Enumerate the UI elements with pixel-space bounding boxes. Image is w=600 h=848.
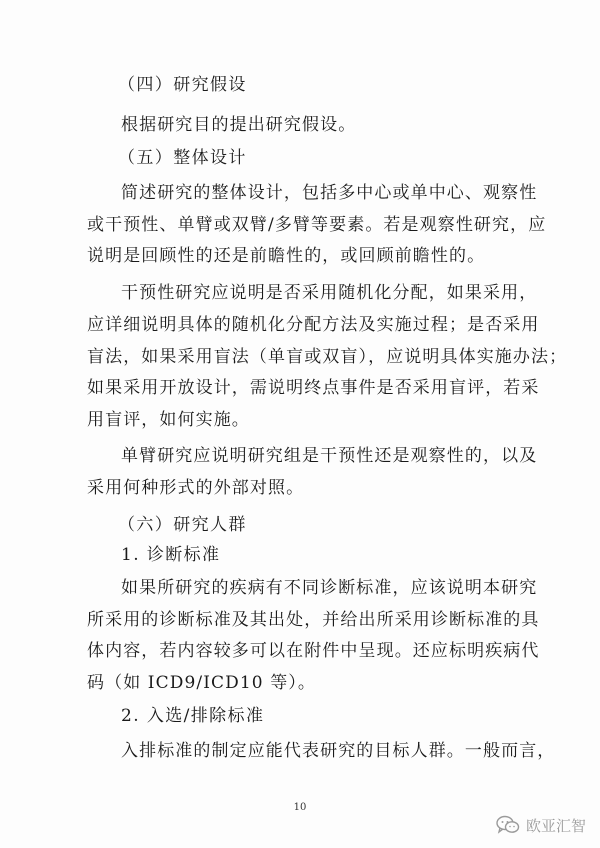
paragraph-line: 说明是回顾性的还是前瞻性的，或回顾前瞻性的。 bbox=[87, 246, 486, 266]
paragraph-line: 如果所研究的疾病有不同诊断标准，应该说明本研究 bbox=[121, 578, 538, 598]
paragraph-line: 根据研究目的提出研究假设。 bbox=[121, 115, 357, 135]
paragraph-line: 应详细说明具体的随机化分配方法及实施过程；是否采用 bbox=[87, 315, 540, 335]
section-heading-hypothesis: （四）研究假设 bbox=[118, 75, 247, 95]
wechat-icon bbox=[496, 815, 520, 835]
paragraph-line: 单臂研究应说明研究组是干预性还是观察性的，以及 bbox=[121, 446, 538, 466]
paragraph-line: 如果采用开放设计，需说明终点事件是否采用盲评，若采 bbox=[87, 378, 540, 398]
paragraph-line: 码（如 ICD9/ICD10 等）。 bbox=[87, 673, 316, 693]
section-heading-study-population: （六）研究人群 bbox=[118, 515, 247, 535]
paragraph-line: 盲法，如果采用盲法（单盲或双盲），应说明具体实施办法； bbox=[87, 347, 568, 367]
paragraph-line: 用盲评，如何实施。 bbox=[87, 410, 250, 430]
watermark bbox=[496, 814, 586, 836]
paragraph-line: 体内容，若内容较多可以在附件中呈现。还应标明疾病代 bbox=[87, 641, 540, 661]
section-heading-overall-design: （五）整体设计 bbox=[118, 148, 247, 168]
paragraph-line: 干预性研究应说明是否采用随机化分配，如果采用， bbox=[121, 283, 538, 303]
paragraph-line: 或干预性、单臂或双臂/多臂等要素。若是观察性研究，应 bbox=[87, 215, 547, 235]
paragraph-line: 入排标准的制定应能代表研究的目标人群。一般而言， bbox=[121, 741, 556, 761]
subsection-heading-inclusion-exclusion: 2. 入选/排除标准 bbox=[121, 706, 265, 726]
paragraph-line: 简述研究的整体设计，包括多中心或单中心、观察性 bbox=[121, 183, 538, 203]
watermark-text: 欧亚汇智 bbox=[525, 816, 586, 835]
subsection-heading-diagnosis: 1. 诊断标准 bbox=[121, 545, 221, 565]
paragraph-line: 所采用的诊断标准及其出处，并给出所采用诊断标准的具 bbox=[87, 610, 540, 630]
page-number: 10 bbox=[293, 802, 307, 813]
paragraph-line: 采用何种形式的外部对照。 bbox=[87, 478, 305, 498]
